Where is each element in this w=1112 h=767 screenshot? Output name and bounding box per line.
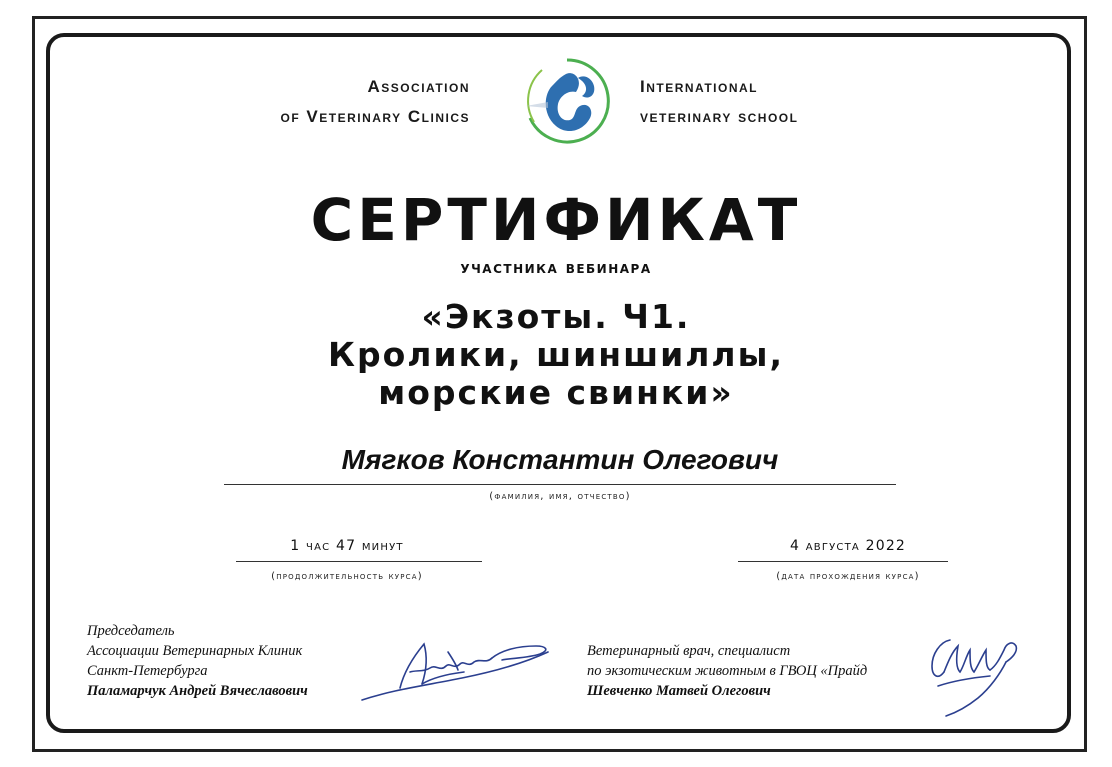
certificate-subtitle: участника вебинара	[460, 258, 652, 278]
date-underline	[738, 561, 948, 562]
webinar-title	[0, 298, 1112, 412]
signatory-left-name: Паламарчук Андрей Вячеславович	[87, 683, 308, 699]
course-date: 4 августа 2022	[789, 538, 907, 554]
duration-caption: (продолжительность курса)	[271, 571, 423, 582]
school-name-line-1: International	[640, 77, 758, 96]
signatory-right-name: Шевченко Матвей Олегович	[587, 683, 771, 699]
signature-right-icon	[920, 626, 1030, 722]
webinar-title-line-2: Кролики, шиншиллы,	[328, 335, 784, 374]
association-logo-icon	[522, 56, 612, 146]
certificate-title: СЕРТИФИКАТ	[310, 186, 802, 254]
course-duration: 1 час 47 минут	[290, 538, 404, 554]
webinar-title-line-3: морские свинки»	[378, 373, 734, 412]
school-name-line-2: veterinary school	[640, 107, 799, 126]
signatory-right-title-1: Ветеринарный врач, специалист	[587, 643, 791, 659]
participant-underline	[224, 484, 896, 485]
webinar-title-line-1: «Экзоты. Ч1.	[421, 297, 691, 336]
association-name	[281, 72, 470, 132]
signatory-right	[587, 641, 917, 701]
participant-name: Мягков Константин Олегович	[341, 444, 779, 475]
signature-left-icon	[352, 628, 557, 712]
signatory-left-title-2: Ассоциации Ветеринарных Клиник	[87, 643, 303, 659]
signatory-left	[87, 621, 387, 701]
association-name-line-2: of Veterinary Clinics	[280, 107, 470, 126]
signatory-left-title-1: Председатель	[87, 623, 175, 639]
duration-underline	[236, 561, 482, 562]
date-caption: (дата прохождения курса)	[776, 571, 920, 582]
signatory-right-title-2: по экзотическим животным в ГВОЦ «Прайд	[587, 663, 868, 679]
association-name-line-1: Association	[367, 77, 470, 96]
signatory-left-title-3: Санкт-Петербурга	[87, 663, 208, 679]
school-name	[640, 72, 798, 132]
participant-caption: (фамилия, имя, отчество)	[489, 491, 631, 502]
